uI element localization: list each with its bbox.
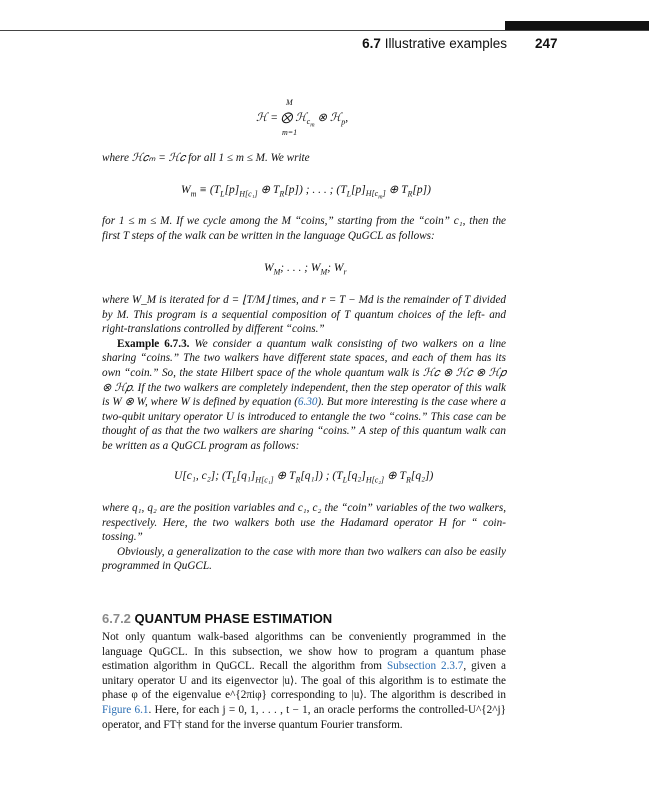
text-p3: where W_M is iterated for d = ⌊T/M⌋ times, and r = T − Md is the remainder of T divided by M. This program is a sequential composition of T quantum choices of the left- and right-translations controlled by different “coins.” — [102, 294, 506, 336]
text-p6 — [102, 630, 506, 732]
text-p2: for 1 ≤ m ≤ M. If we cycle among the M “coins,” starting from the “coin” c₁, then the first T steps of the walk can be written in the language QuGCL as follows: — [102, 215, 506, 242]
equation-hilbert-limit-top: M — [286, 98, 293, 107]
subsection-heading — [102, 611, 332, 626]
figure-ref-link[interactable]: Figure 6.1 — [102, 703, 149, 716]
paragraph-phase-estimation — [102, 630, 506, 732]
text-p6-b: , given a unitary operator U and its eigenvector |u⟩. The goal of this algorithm is to estimate the phase φ of the eigenvalue e^{2πiφ} corresponding to |u⟩. The algorithm is described in — [102, 660, 506, 702]
text-p6-a: Not only quantum walk-based algorithms can be conveniently programmed in the language QuGCL. In this subsection, we show how to program a quantum phase estimation algorithm in QuGCL. Recall the algorithm from — [102, 631, 506, 673]
equation-coin-program: U[c₁, c₂]; ($T_L[q_1]_{H[c_1]}$ ⊕ $T_R[q_1]$) ; ($T_L[q_2]_{H[c_2]}$ ⊕ $T_R[q_2]$) — [174, 470, 434, 485]
equation-hilbert-main: ℋ = ⨂ ℋ — [256, 112, 307, 124]
subsection-number: 6.7.2 — [102, 611, 131, 626]
equation-hilbert-rest: ⊗ ℋ — [317, 112, 342, 124]
header-bar — [505, 21, 649, 30]
subsection-ref-link[interactable]: Subsection 2.3.7 — [386, 660, 464, 673]
running-header — [362, 36, 507, 51]
equation-wm: $W_m \equiv (T_L[p]_{H[c_1]}$ ⊕ $T_R[p]$) ; . . . ; ($T_L[p]_{H[c_m]}$ ⊕ $T_R[p]$) — [181, 184, 431, 201]
subsection-title: QUANTUM PHASE ESTIMATION — [134, 611, 333, 626]
equation-hilbert: ℋ = ⨂ ℋ$_{c_m}$ ⊗ ℋ$_p$, — [256, 112, 349, 129]
header-rule — [0, 30, 649, 31]
example-text-b: ). But more interesting is the case where a two-qubit unitary operator U is introduced to entangle the two “coins.” This case can be thought of as that the two walkers are sharing “coins.” A step of this quantum walk can be written as a QuGCL program as follows: — [102, 396, 506, 452]
paragraph-position-vars — [102, 501, 506, 574]
equation-coin-start: U[c₁, c₂]; (T — [174, 470, 233, 482]
page-number: 247 — [535, 36, 558, 51]
equation-ref-link[interactable]: 6.30 — [297, 396, 318, 409]
header-section-number: 6.7 — [362, 36, 381, 51]
equation-seq-symbol: W — [264, 262, 274, 274]
equation-wm-rest: ≡ (T — [199, 184, 221, 196]
text-p6-c: . Here, for each j = 0, 1, . . . , t − 1, an oracle performs the controlled-U^{2^j} operator, and FT† stand for the inverse quantum Fourier transform. — [102, 703, 506, 731]
text-p4: where q₁, q₂ are the position variables and c₁, c₂ the “coin” variables of the two walkers, respectively. Here, the two walkers both use the Hadamard operator H for “ coin-tossing.” — [102, 502, 506, 544]
example-paragraph — [102, 337, 506, 454]
header-section-title: Illustrative examples — [384, 36, 507, 51]
equation-sequence: $W_M$; . . . ; $W_M$; $W_r$ — [264, 262, 347, 277]
text-p1: where ℋ𝑐ₘ = ℋ𝑐 for all 1 ≤ m ≤ M. We write — [102, 152, 310, 164]
example-text-a: We consider a quantum walk consisting of two walkers on a line sharing “coins.” The two walkers have different state spaces, and each of them has its own “coin.” So, the state Hilbert space of the whole quantum walk is ℋ𝑐 ⊗ ℋ𝑐 ⊗ ℋ𝑝 ⊗ ℋ𝑝. If the two walkers are completely independent, then the step operator of this walk is W ⊗ W, where W is defined by equation ( — [102, 337, 507, 409]
paragraph-where-hc — [102, 151, 506, 166]
equation-hilbert-limit-bottom: m=1 — [282, 128, 298, 137]
equation-wm-symbol: W — [181, 184, 191, 196]
text-p5: Obviously, a generalization to the case with more than two walkers can also be easily programmed in QuGCL. — [102, 545, 506, 573]
example-label: Example 6.7.3. — [117, 337, 190, 350]
paragraph-iterated — [102, 293, 506, 454]
paragraph-cycle — [102, 214, 506, 243]
